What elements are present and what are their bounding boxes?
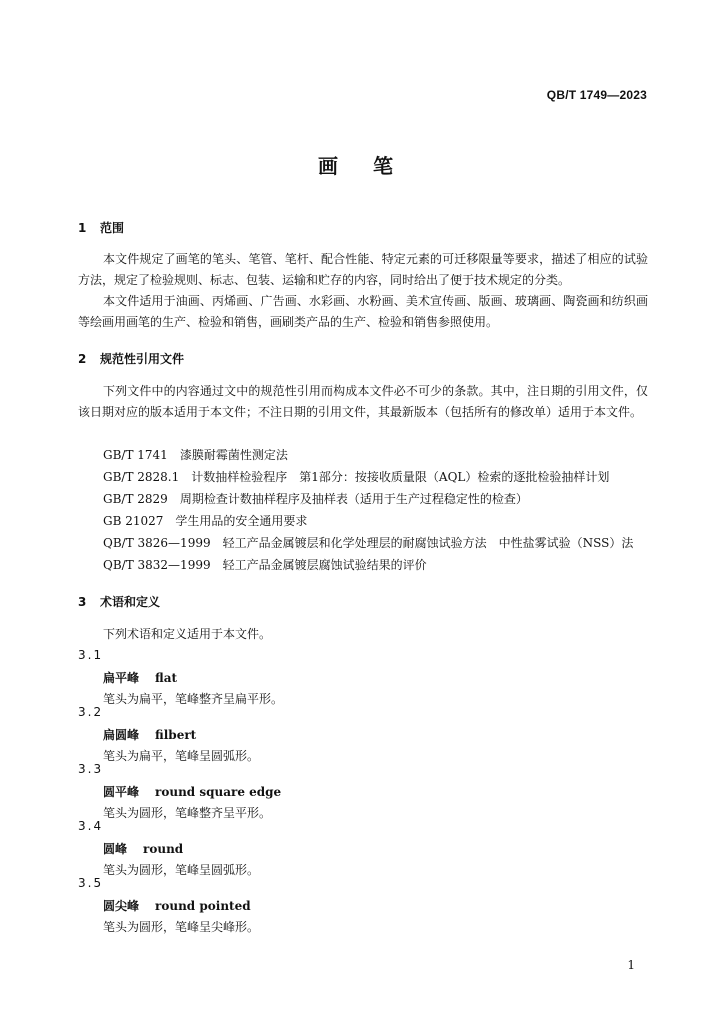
section-number: 3 (78, 595, 87, 609)
section-heading-scope (78, 219, 124, 236)
reference-item (103, 556, 427, 573)
reference-item (103, 512, 307, 529)
reference-title: 周期检查计数抽样程序及抽样表（适用于生产过程稳定性的检查） (179, 492, 528, 506)
reference-code: GB/T 2829 (103, 492, 168, 506)
references-intro: 下列文件中的内容通过文中的规范性引用而构成本文件必不可少的条款。其中，注日期的引用文件，仅该日期对应的版本适用于本文件；不注日期的引用文件，其最新版本（包括所有的修改单）适用于本文件。 (78, 384, 648, 419)
section-heading-terms (78, 593, 160, 610)
term-number: 3.1 (78, 648, 104, 662)
term-name-zh: 扁平峰 (103, 671, 140, 685)
section-number: 1 (78, 221, 87, 235)
term-definition: 笔头为圆形，笔峰呈尖峰形。 (103, 920, 260, 934)
reference-title: 轻工产品金属镀层和化学处理层的耐腐蚀试验方法 中性盐雾试验（NSS）法 (222, 536, 634, 550)
section-number: 2 (78, 352, 87, 366)
reference-item (103, 446, 288, 463)
reference-item (103, 468, 609, 485)
reference-code: GB/T 2828.1 (103, 470, 180, 484)
section-title: 范围 (100, 221, 125, 235)
section-title: 术语和定义 (100, 595, 161, 609)
reference-title: 学生用品的安全通用要求 (175, 514, 308, 528)
terms-intro: 下列术语和定义适用于本文件。 (103, 627, 272, 641)
scope-paragraph-1: 本文件规定了画笔的笔头、笔管、笔杆、配合性能、特定元素的可迁移限量等要求，描述了相应的试验方法，规定了检验规则、标志、包装、运输和贮存的内容，同时给出了便于技术规定的分类。 (78, 252, 648, 287)
term-number: 3.2 (78, 705, 104, 719)
section-title: 规范性引用文件 (100, 352, 185, 366)
reference-code: QB/T 3826—1999 (103, 536, 211, 550)
term-name-zh: 扁圆峰 (103, 728, 140, 742)
term-name-en: filbert (155, 728, 197, 742)
scope-paragraph-2: 本文件适用于油画、丙烯画、广告画、水彩画、水粉画、美术宣传画、版画、玻璃画、陶瓷画和纺织画等绘画用画笔的生产、检验和销售，画刷类产品的生产、检验和销售参照使用。 (78, 294, 648, 329)
reference-item (103, 490, 528, 507)
term-name (103, 897, 251, 914)
page-number: 1 (627, 958, 635, 972)
term-name-en: flat (155, 671, 178, 685)
term-number: 3.4 (78, 819, 104, 833)
standard-number: QB/T 1749—2023 (546, 88, 647, 102)
term-definition: 笔头为扁平，笔峰整齐呈扁平形。 (103, 692, 284, 706)
term-name (103, 783, 281, 800)
term-name-zh: 圆峰 (103, 842, 128, 856)
reference-title: 轻工产品金属镀层腐蚀试验结果的评价 (222, 558, 427, 572)
term-name-zh: 圆平峰 (103, 785, 140, 799)
term-definition: 笔头为圆形，笔峰整齐呈平形。 (103, 806, 272, 820)
term-name (103, 840, 183, 857)
reference-code: GB/T 1741 (103, 448, 168, 462)
reference-code: GB 21027 (103, 514, 164, 528)
reference-title: 计数抽样检验程序 第1部分：按接收质量限（AQL）检索的逐批检验抽样计划 (191, 470, 610, 484)
term-number: 3.3 (78, 762, 104, 776)
document-title: 画 笔 (318, 154, 407, 178)
term-definition: 笔头为扁平，笔峰呈圆弧形。 (103, 749, 260, 763)
term-name-en: round square edge (155, 785, 282, 799)
term-name (103, 669, 177, 686)
reference-item (103, 534, 633, 551)
term-name-en: round (143, 842, 184, 856)
section-heading-normative-references (78, 350, 184, 367)
term-definition: 笔头为圆形，笔峰呈圆弧形。 (103, 863, 260, 877)
reference-code: QB/T 3832—1999 (103, 558, 211, 572)
reference-title: 漆膜耐霉菌性测定法 (179, 448, 288, 462)
term-name-zh: 圆尖峰 (103, 899, 140, 913)
term-name (103, 726, 196, 743)
term-name-en: round pointed (155, 899, 251, 913)
term-number: 3.5 (78, 876, 104, 890)
